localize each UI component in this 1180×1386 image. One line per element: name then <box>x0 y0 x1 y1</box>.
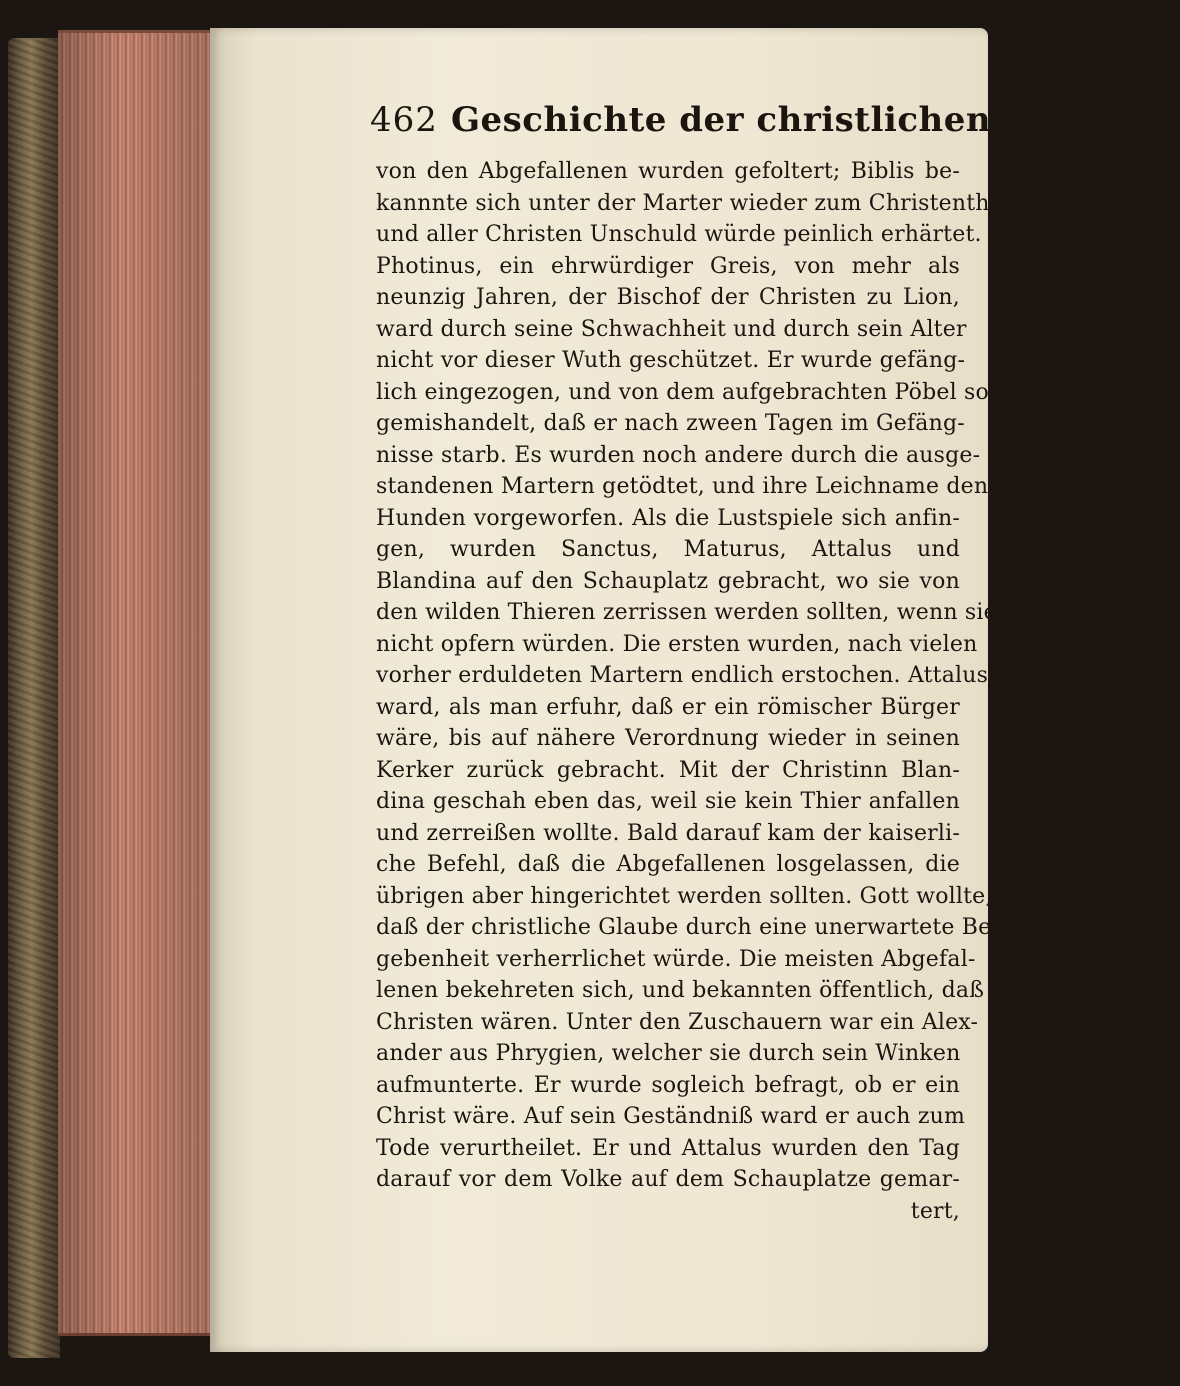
book-page <box>210 28 1180 1352</box>
text-line: neunzig Jahren, der Bischof der Christen zu Lion, <box>376 285 960 310</box>
page-header <box>370 100 1180 140</box>
text-line: Christen wären. Unter den Zuschauern war ein Alex- <box>376 1009 979 1035</box>
text-line: ward, als man erfuhr, daß er ein römischer Bürger <box>376 694 960 720</box>
text-line: nicht vor dieser Wuth geschützet. Er wurde gefäng- <box>376 348 966 373</box>
text-line: nisse starb. Es wurden noch andere durch die ausge- <box>376 442 981 468</box>
text-line: Hunden vorgeworfen. Als die Lustspiele sich anfin- <box>376 505 960 531</box>
text-line: und aller Christen Unschuld würde peinlich erhärtet. <box>376 222 982 247</box>
body-text <box>376 156 1033 1227</box>
text-line: übrigen aber hingerichtet werden sollten. Gott wollte, <box>376 883 993 909</box>
text-line: ward durch seine Schwachheit und durch sein Alter <box>376 316 967 342</box>
text-line: Photinus, ein ehrwürdiger Greis, von mehr als <box>376 253 960 279</box>
text-line: aufmunterte. Er wurde sogleich befragt, ob er ein <box>376 1072 960 1098</box>
text-line: vorher erduldeten Martern endlich erstochen. Attalus <box>376 663 989 688</box>
text-line: nicht opfern würden. Die ersten wurden, nach vielen <box>376 631 978 657</box>
running-title: Geschichte der christlichen Religion. <box>451 100 1180 140</box>
text-line: von den Abgefallenen wurden gefoltert; Biblis be- <box>376 159 960 184</box>
text-line: darauf vor dem Volke auf dem Schauplatze gemar- <box>376 1167 960 1192</box>
text-line: Kerker zurück gebracht. Mit der Christinn Blan- <box>376 757 960 783</box>
book-cover-spine <box>8 38 60 1358</box>
text-line: Christ wäre. Auf sein Geständniß ward er auch zum <box>376 1104 966 1129</box>
text-line: lenen bekehreten sich, und bekannten öffentlich, daß sie <box>376 978 1024 1003</box>
text-line: den wilden Thieren zerrissen werden sollten, wenn sie <box>376 600 997 625</box>
text-line: che Befehl, daß die Abgefallenen losgelassen, die <box>376 852 960 877</box>
text-line: lich eingezogen, und von dem aufgebrachten Pöbel so <box>376 379 989 405</box>
text-line: kannnte sich unter der Marter wieder zum Christenthum, <box>376 190 1033 216</box>
text-line: dina geschah eben das, weil sie kein Thier anfallen <box>376 789 960 814</box>
text-line: gen, wurden Sanctus, Maturus, Attalus und <box>376 537 960 562</box>
page-number: 462 <box>370 100 438 140</box>
text-line: standenen Martern getödtet, und ihre Leichname den <box>376 474 989 499</box>
text-line: gemishandelt, daß er nach zween Tagen im Gefäng- <box>376 411 965 436</box>
catchword: tert, <box>910 1198 960 1224</box>
text-line: Blandina auf den Schauplatz gebracht, wo sie von <box>376 568 960 594</box>
text-line: daß der christliche Glaube durch eine unerwartete Be- <box>376 915 1000 940</box>
text-line: und zerreißen wollte. Bald darauf kam der kaiserli- <box>376 820 960 846</box>
text-line: ander aus Phrygien, welcher sie durch sein Winken <box>376 1041 961 1066</box>
text-line: Tode verurtheilet. Er und Attalus wurden den Tag <box>376 1135 960 1161</box>
text-line: wäre, bis auf nähere Verordnung wieder in seinen <box>376 726 960 751</box>
text-line: gebenheit verherrlichet würde. Die meisten Abgefal- <box>376 946 976 972</box>
page-edges <box>58 30 218 1336</box>
